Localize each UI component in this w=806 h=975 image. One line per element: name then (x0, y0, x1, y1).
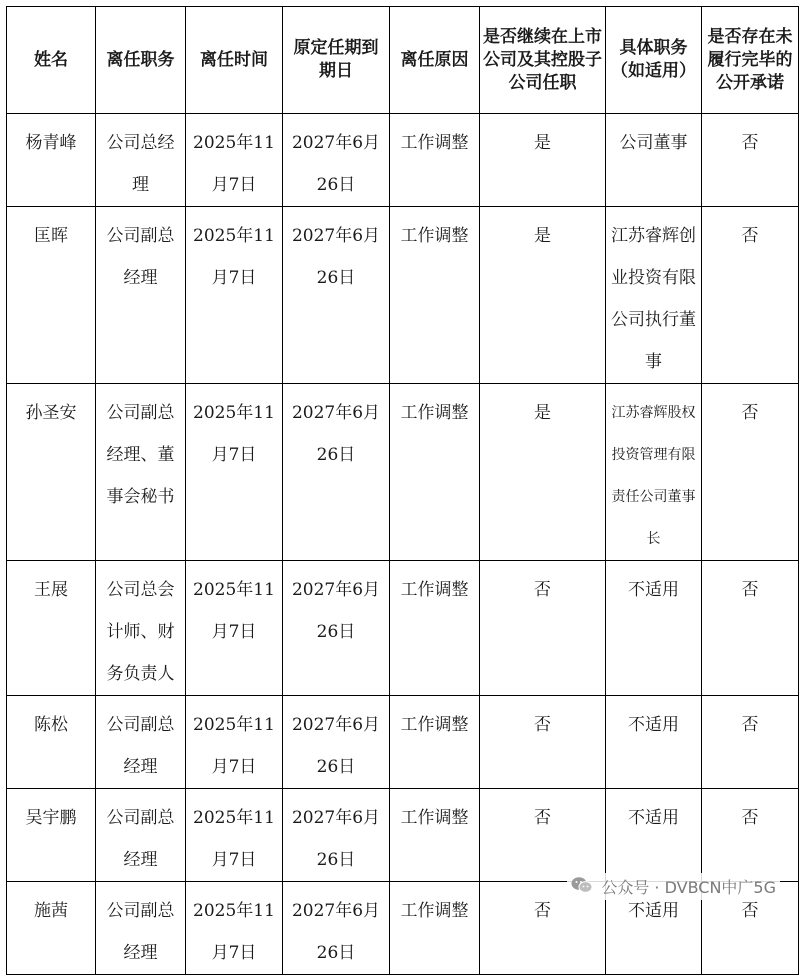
table-row (7, 384, 799, 561)
cell-commitment: 否 (702, 789, 799, 882)
document-page (6, 6, 799, 975)
cell-commitment: 否 (702, 696, 799, 789)
cell-name: 王展 (7, 561, 96, 696)
cell-term-end: 2027年6月26日 (283, 789, 390, 882)
cell-leave-date: 2025年11月7日 (186, 561, 283, 696)
cell-term-end: 2027年6月26日 (283, 114, 390, 207)
cell-term-end: 2027年6月26日 (283, 561, 390, 696)
watermark-text: 公众号 · DVBCN中广5G (601, 878, 776, 897)
header-continue: 是否继续在上市公司及其控股子公司任职 (480, 7, 606, 114)
header-leave-date: 离任时间 (186, 7, 283, 114)
wechat-icon (571, 876, 593, 898)
cell-name: 杨青峰 (7, 114, 96, 207)
header-position: 离任职务 (96, 7, 186, 114)
cell-continue: 否 (480, 561, 606, 696)
cell-role: 不适用 (606, 696, 702, 789)
cell-position: 公司总经理 (96, 114, 186, 207)
cell-reason: 工作调整 (390, 561, 480, 696)
cell-reason: 工作调整 (390, 882, 480, 975)
table-row (7, 696, 799, 789)
cell-term-end: 2027年6月26日 (283, 384, 390, 561)
table-header-row (7, 7, 799, 114)
table-row (7, 561, 799, 696)
cell-position: 公司副总经理 (96, 207, 186, 384)
cell-term-end: 2027年6月26日 (283, 696, 390, 789)
table-row (7, 789, 799, 882)
cell-term-end: 2027年6月26日 (283, 882, 390, 975)
cell-role: 江苏睿辉股权投资管理有限责任公司董事长 (606, 384, 702, 561)
cell-term-end: 2027年6月26日 (283, 207, 390, 384)
cell-position: 公司副总经理 (96, 696, 186, 789)
header-role: 具体职务（如适用） (606, 7, 702, 114)
header-term-end: 原定任期到期日 (283, 7, 390, 114)
cell-position: 公司副总经理 (96, 789, 186, 882)
cell-continue: 是 (480, 114, 606, 207)
cell-continue: 是 (480, 207, 606, 384)
cell-reason: 工作调整 (390, 789, 480, 882)
cell-role: 公司董事 (606, 114, 702, 207)
cell-position: 公司副总经理、董事会秘书 (96, 384, 186, 561)
cell-role: 不适用 (606, 882, 702, 975)
cell-commitment: 否 (702, 882, 799, 975)
header-commitment: 是否存在未履行完毕的公开承诺 (702, 7, 799, 114)
cell-leave-date: 2025年11月7日 (186, 207, 283, 384)
cell-name: 施茜 (7, 882, 96, 975)
cell-commitment: 否 (702, 207, 799, 384)
cell-role: 不适用 (606, 561, 702, 696)
cell-role: 不适用 (606, 789, 702, 882)
cell-name: 吴宇鹏 (7, 789, 96, 882)
cell-continue: 是 (480, 384, 606, 561)
table-row (7, 207, 799, 384)
cell-continue: 否 (480, 696, 606, 789)
cell-continue: 否 (480, 789, 606, 882)
cell-reason: 工作调整 (390, 696, 480, 789)
table-row (7, 114, 799, 207)
cell-leave-date: 2025年11月7日 (186, 882, 283, 975)
cell-leave-date: 2025年11月7日 (186, 696, 283, 789)
cell-continue: 否 (480, 882, 606, 975)
cell-position: 公司副总经理 (96, 882, 186, 975)
cell-name: 匡晖 (7, 207, 96, 384)
header-name: 姓名 (7, 7, 96, 114)
cell-reason: 工作调整 (390, 114, 480, 207)
cell-commitment: 否 (702, 114, 799, 207)
resignation-table (6, 6, 799, 975)
cell-reason: 工作调整 (390, 384, 480, 561)
cell-name: 孙圣安 (7, 384, 96, 561)
cell-position: 公司总会计师、财务负责人 (96, 561, 186, 696)
cell-reason: 工作调整 (390, 207, 480, 384)
cell-commitment: 否 (702, 561, 799, 696)
header-reason: 离任原因 (390, 7, 480, 114)
watermark (567, 873, 780, 900)
cell-leave-date: 2025年11月7日 (186, 789, 283, 882)
cell-commitment: 否 (702, 384, 799, 561)
cell-role: 江苏睿辉创业投资有限公司执行董事 (606, 207, 702, 384)
cell-leave-date: 2025年11月7日 (186, 114, 283, 207)
cell-name: 陈松 (7, 696, 96, 789)
cell-leave-date: 2025年11月7日 (186, 384, 283, 561)
